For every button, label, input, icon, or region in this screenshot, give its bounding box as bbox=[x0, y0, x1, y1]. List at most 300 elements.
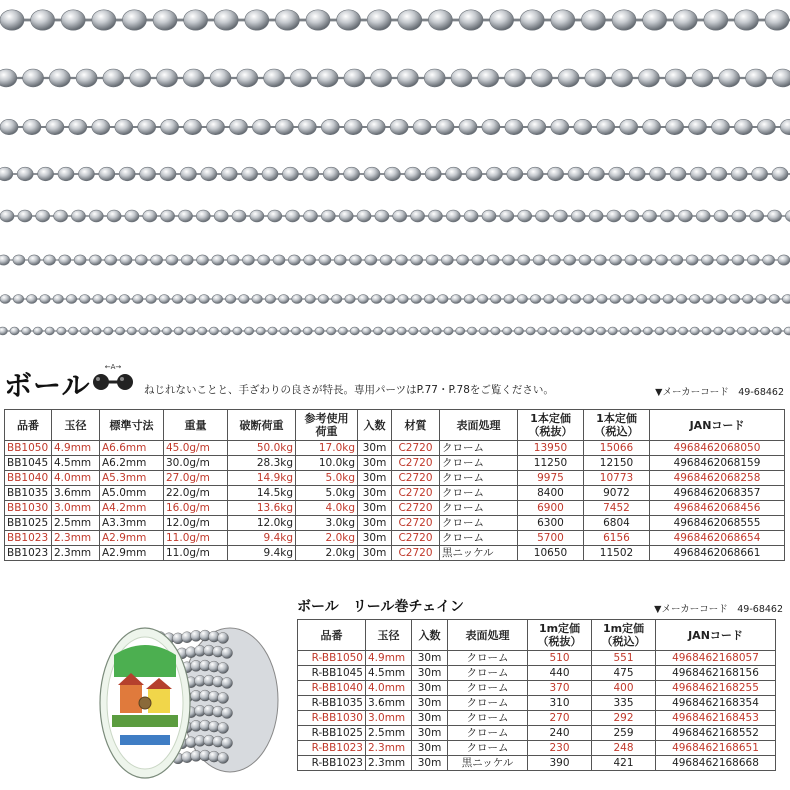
chain-ball bbox=[597, 119, 615, 134]
table-cell: 8400 bbox=[518, 486, 584, 501]
chain-ball bbox=[199, 295, 209, 304]
table-cell: 6156 bbox=[584, 531, 650, 546]
chain-ball bbox=[757, 119, 775, 134]
chain-ball bbox=[385, 327, 394, 335]
chain-ball bbox=[17, 167, 33, 181]
column-header: 品番 bbox=[5, 410, 52, 441]
chain-ball bbox=[411, 255, 423, 265]
chain-ball bbox=[526, 327, 535, 335]
chain-ball bbox=[643, 327, 652, 335]
chain-ball bbox=[544, 295, 554, 304]
table-cell: 390 bbox=[528, 756, 592, 771]
chain-ball bbox=[679, 327, 688, 335]
chain-ball bbox=[690, 295, 700, 304]
table-cell: 4968462068159 bbox=[650, 456, 785, 471]
chain-ball bbox=[273, 255, 285, 265]
table-cell: クローム bbox=[440, 516, 518, 531]
table-cell: R-BB1023 bbox=[298, 741, 366, 756]
table-cell: 13950 bbox=[518, 441, 584, 456]
chain-ball bbox=[390, 119, 408, 134]
chain-ball bbox=[725, 327, 734, 335]
chain-ball bbox=[119, 167, 135, 181]
table-cell: 9072 bbox=[584, 486, 650, 501]
chain-ball bbox=[127, 327, 136, 335]
table-cell: クローム bbox=[440, 471, 518, 486]
chain-ball bbox=[198, 327, 207, 335]
table-cell: 4968462068654 bbox=[650, 531, 785, 546]
chain-ball bbox=[345, 295, 355, 304]
table-row bbox=[298, 726, 776, 741]
table-cell: 30m bbox=[412, 651, 448, 666]
chain-ball bbox=[650, 295, 660, 304]
chain-ball bbox=[702, 327, 711, 335]
chain-ball bbox=[107, 210, 121, 222]
chain-ball bbox=[504, 295, 514, 304]
chain-ball bbox=[772, 167, 788, 181]
chain-ball bbox=[23, 119, 41, 134]
table-cell: BB1035 bbox=[5, 486, 52, 501]
chain-ball bbox=[588, 167, 604, 181]
chain-ball bbox=[620, 327, 629, 335]
table-cell: 黒ニッケル bbox=[448, 756, 528, 771]
chain-ball bbox=[765, 10, 789, 30]
chain-ball bbox=[159, 295, 169, 304]
chain-ball bbox=[690, 327, 699, 335]
table-cell: 551 bbox=[592, 651, 656, 666]
chain-ball bbox=[690, 167, 706, 181]
chain-ball bbox=[464, 295, 474, 304]
chain-ball bbox=[58, 167, 74, 181]
table-cell: 4968462068456 bbox=[650, 501, 785, 516]
chain-ball bbox=[151, 327, 160, 335]
chain-ball bbox=[438, 295, 448, 304]
table-row bbox=[5, 516, 785, 531]
table-cell: 11.0g/m bbox=[164, 546, 228, 561]
table-cell: A5.0mm bbox=[100, 486, 164, 501]
chain-ball bbox=[105, 255, 117, 265]
table-cell: 370 bbox=[528, 681, 592, 696]
chain-ball bbox=[457, 255, 469, 265]
chain-ball bbox=[749, 327, 758, 335]
chain-ball bbox=[441, 255, 453, 265]
chain-ball bbox=[212, 295, 222, 304]
chain-ball bbox=[151, 255, 163, 265]
chain-ball bbox=[54, 210, 68, 222]
chain-ball bbox=[0, 167, 13, 181]
table-cell: 3.0mm bbox=[52, 501, 100, 516]
chain-ball bbox=[732, 255, 744, 265]
chain-ball bbox=[120, 255, 132, 265]
table-cell: C2720 bbox=[392, 441, 440, 456]
chain-ball bbox=[78, 167, 94, 181]
table-cell: 10650 bbox=[518, 546, 584, 561]
table-cell: R-BB1030 bbox=[298, 711, 366, 726]
chain-ball bbox=[57, 327, 66, 335]
chain-ball bbox=[92, 10, 116, 30]
table-row bbox=[5, 486, 785, 501]
table-cell: 259 bbox=[592, 726, 656, 741]
chain-ball bbox=[119, 295, 129, 304]
table-cell: 400 bbox=[592, 681, 656, 696]
chain-ball bbox=[428, 10, 452, 30]
chain-ball bbox=[306, 10, 330, 30]
chain-ball bbox=[413, 119, 431, 134]
table-row bbox=[298, 681, 776, 696]
table-cell: 6900 bbox=[518, 501, 584, 516]
chain-ball bbox=[667, 327, 676, 335]
chain-ball bbox=[557, 295, 567, 304]
chain-ball bbox=[564, 255, 576, 265]
chain-ball bbox=[245, 10, 269, 30]
chain-ball bbox=[517, 295, 527, 304]
chain-row bbox=[0, 167, 790, 181]
chain-ball bbox=[574, 119, 592, 134]
table-cell: 13.6kg bbox=[228, 501, 296, 516]
table-cell: 270 bbox=[528, 711, 592, 726]
chain-ball bbox=[375, 210, 389, 222]
chain-row bbox=[0, 10, 790, 30]
chain-row bbox=[0, 119, 790, 134]
chain-ball bbox=[623, 295, 633, 304]
chain-ball bbox=[397, 69, 418, 87]
chain-ball bbox=[610, 295, 620, 304]
chain-ball bbox=[327, 327, 336, 335]
chain-ball bbox=[528, 119, 546, 134]
chain-ball bbox=[594, 255, 606, 265]
table-cell: 5.0kg bbox=[296, 486, 358, 501]
column-header: JANコード bbox=[650, 410, 785, 441]
chain-ball bbox=[61, 10, 85, 30]
chain-ball bbox=[750, 210, 764, 222]
chain-ball bbox=[280, 327, 289, 335]
chain-ball bbox=[23, 69, 44, 87]
table-cell: 2.0kg bbox=[296, 531, 358, 546]
diagram-label: ←A→ bbox=[104, 363, 122, 371]
chain-ball bbox=[610, 255, 622, 265]
table-row bbox=[298, 756, 776, 771]
chain-ball bbox=[425, 167, 441, 181]
chain-ball bbox=[716, 295, 726, 304]
chain-ball bbox=[536, 210, 550, 222]
table-row bbox=[5, 471, 785, 486]
table-cell: クローム bbox=[448, 651, 528, 666]
table-cell: BB1023 bbox=[5, 546, 52, 561]
chain-ball bbox=[89, 210, 103, 222]
chain-ball bbox=[125, 210, 139, 222]
chain-row bbox=[0, 69, 790, 87]
chain-ball bbox=[643, 10, 667, 30]
table-cell: BB1040 bbox=[5, 471, 52, 486]
chain-ball bbox=[643, 210, 657, 222]
chain-ball bbox=[729, 295, 739, 304]
chain-ball bbox=[737, 327, 746, 335]
chain-ball bbox=[629, 167, 645, 181]
table-cell: A6.6mm bbox=[100, 441, 164, 456]
chain-ball bbox=[768, 210, 782, 222]
chain-ball bbox=[256, 327, 265, 335]
reel-chain-ball bbox=[218, 662, 229, 673]
chain-ball bbox=[514, 327, 523, 335]
table-cell: 4.9mm bbox=[366, 651, 412, 666]
table-cell: 30m bbox=[412, 711, 448, 726]
chain-ball bbox=[0, 10, 24, 30]
chain-ball bbox=[40, 295, 50, 304]
table-cell: 4968462068258 bbox=[650, 471, 785, 486]
chain-ball bbox=[640, 255, 652, 265]
chain-ball bbox=[264, 69, 285, 87]
table-cell: 4968462168156 bbox=[656, 666, 776, 681]
chain-ball bbox=[0, 327, 7, 335]
chain-ball bbox=[31, 10, 55, 30]
chain-ball bbox=[548, 255, 560, 265]
chain-ball bbox=[315, 327, 324, 335]
chain-ball bbox=[533, 255, 545, 265]
chain-ball bbox=[732, 210, 746, 222]
chain-ball bbox=[785, 210, 790, 222]
column-header: 材質 bbox=[392, 410, 440, 441]
chain-ball bbox=[89, 255, 101, 265]
chain-ball bbox=[638, 69, 659, 87]
chain-ball bbox=[174, 327, 183, 335]
chain-ball bbox=[183, 69, 204, 87]
chain-ball bbox=[214, 10, 238, 30]
chain-ball bbox=[371, 295, 381, 304]
chain-ball bbox=[212, 255, 224, 265]
chain-ball bbox=[288, 255, 300, 265]
table-cell: 30m bbox=[358, 441, 392, 456]
chain-ball bbox=[344, 69, 365, 87]
chain-ball bbox=[221, 327, 230, 335]
table-cell: 4968462168668 bbox=[656, 756, 776, 771]
chain-ball bbox=[230, 119, 248, 134]
chain-ball bbox=[0, 119, 18, 134]
column-header: 玉径 bbox=[52, 410, 100, 441]
table-cell: クローム bbox=[448, 711, 528, 726]
table-cell: 335 bbox=[592, 696, 656, 711]
chain-ball bbox=[365, 255, 377, 265]
table-cell: 2.5mm bbox=[366, 726, 412, 741]
reel-chain-ball bbox=[222, 737, 233, 748]
chain-ball bbox=[782, 295, 790, 304]
table-cell: 30m bbox=[358, 516, 392, 531]
column-header: 入数 bbox=[358, 410, 392, 441]
chain-ball bbox=[581, 10, 605, 30]
table-cell: 30.0g/m bbox=[164, 456, 228, 471]
table-cell: C2720 bbox=[392, 516, 440, 531]
chain-ball bbox=[197, 255, 209, 265]
table-cell: A5.3mm bbox=[100, 471, 164, 486]
table-cell: 30m bbox=[358, 531, 392, 546]
section2-header bbox=[297, 596, 783, 616]
table-cell: 7452 bbox=[584, 501, 650, 516]
chain-ball bbox=[424, 69, 445, 87]
column-header: 1m定価 （税込） bbox=[592, 620, 656, 651]
chain-ball bbox=[609, 167, 625, 181]
table-row bbox=[298, 651, 776, 666]
table-cell: 30m bbox=[358, 486, 392, 501]
chain-ball bbox=[714, 327, 723, 335]
table-cell: クローム bbox=[448, 681, 528, 696]
reel-chain-ball bbox=[222, 677, 233, 688]
table-cell: 10.0kg bbox=[296, 456, 358, 471]
chain-ball bbox=[420, 327, 429, 335]
chain-ball bbox=[225, 295, 235, 304]
chain-ball bbox=[367, 119, 385, 134]
chain-ball bbox=[503, 255, 515, 265]
chain-ball bbox=[479, 327, 488, 335]
table-cell: 4968462168354 bbox=[656, 696, 776, 711]
chain-ball bbox=[338, 327, 347, 335]
chain-ball bbox=[13, 255, 25, 265]
chain-ball bbox=[367, 10, 391, 30]
table-cell: 30m bbox=[412, 666, 448, 681]
table-row bbox=[298, 741, 776, 756]
chain-ball bbox=[334, 255, 346, 265]
section1-header bbox=[4, 362, 790, 402]
table-cell: クローム bbox=[440, 441, 518, 456]
chain-ball bbox=[678, 210, 692, 222]
chain-ball bbox=[292, 295, 302, 304]
table-cell: 3.6mm bbox=[52, 486, 100, 501]
chain-ball bbox=[233, 327, 242, 335]
table-cell: 510 bbox=[528, 651, 592, 666]
chain-ball bbox=[426, 255, 438, 265]
table-cell: R-BB1023 bbox=[298, 756, 366, 771]
table-cell: 30m bbox=[412, 696, 448, 711]
chain-ball bbox=[612, 10, 636, 30]
ball-chain-image bbox=[0, 0, 790, 350]
table-cell: A6.2mm bbox=[100, 456, 164, 471]
chain-ball bbox=[323, 167, 339, 181]
chain-ball bbox=[265, 295, 275, 304]
table-cell: 3.0kg bbox=[296, 516, 358, 531]
chain-ball bbox=[409, 327, 418, 335]
chain-ball bbox=[36, 210, 50, 222]
ball-chain-spec-table bbox=[4, 409, 785, 561]
chain-ball bbox=[752, 167, 768, 181]
chain-ball bbox=[318, 295, 328, 304]
ball-dimension-diagram-icon bbox=[89, 362, 139, 396]
table-cell: 4968462168255 bbox=[656, 681, 776, 696]
table-cell: 12.0g/m bbox=[164, 516, 228, 531]
chain-ball bbox=[80, 295, 90, 304]
chain-ball bbox=[172, 295, 182, 304]
chain-ball bbox=[319, 255, 331, 265]
chain-ball bbox=[548, 167, 564, 181]
chain-ball bbox=[357, 210, 371, 222]
chain-ball bbox=[186, 327, 195, 335]
chain-ball bbox=[459, 119, 477, 134]
section2-title: ボール リール巻チェイン bbox=[297, 599, 465, 615]
chain-ball bbox=[531, 69, 552, 87]
chain-ball bbox=[130, 69, 151, 87]
chain-ball bbox=[227, 255, 239, 265]
table-cell: 440 bbox=[528, 666, 592, 681]
chain-ball bbox=[38, 167, 54, 181]
chain-ball bbox=[106, 295, 116, 304]
chain-ball bbox=[500, 210, 514, 222]
column-header: 1本定価 （税込） bbox=[584, 410, 650, 441]
chain-ball bbox=[0, 255, 10, 265]
chain-ball bbox=[673, 10, 697, 30]
chain-ball bbox=[395, 255, 407, 265]
chain-ball bbox=[179, 210, 193, 222]
table-cell: 4.0kg bbox=[296, 501, 358, 516]
table-cell: クローム bbox=[440, 486, 518, 501]
chain-ball bbox=[579, 255, 591, 265]
table-cell: クローム bbox=[448, 696, 528, 711]
column-header: JANコード bbox=[656, 620, 776, 651]
chain-ball bbox=[69, 119, 87, 134]
table-cell: 4968462168057 bbox=[656, 651, 776, 666]
chain-ball bbox=[397, 327, 406, 335]
chain-ball bbox=[711, 167, 727, 181]
chain-ball bbox=[585, 327, 594, 335]
chain-ball bbox=[122, 10, 146, 30]
column-header: 玉径 bbox=[366, 620, 412, 651]
chain-ball bbox=[477, 295, 487, 304]
chain-ball bbox=[242, 255, 254, 265]
table-cell: 3.0mm bbox=[366, 711, 412, 726]
chain-ball bbox=[304, 210, 318, 222]
table-cell: 4968462068357 bbox=[650, 486, 785, 501]
chain-ball bbox=[655, 327, 664, 335]
chain-ball bbox=[428, 210, 442, 222]
chain-ball bbox=[221, 167, 237, 181]
chain-ball bbox=[242, 167, 258, 181]
chain-ball bbox=[76, 69, 97, 87]
chain-ball bbox=[237, 69, 258, 87]
chain-ball bbox=[607, 210, 621, 222]
chain-ball bbox=[209, 327, 218, 335]
table-cell: 10773 bbox=[584, 471, 650, 486]
table-cell: クローム bbox=[440, 531, 518, 546]
chain-ball bbox=[0, 295, 10, 304]
table-row bbox=[298, 711, 776, 726]
chain-ball bbox=[104, 327, 113, 335]
chain-ball bbox=[92, 327, 101, 335]
chain-ball bbox=[620, 119, 638, 134]
chain-ball bbox=[451, 69, 472, 87]
table-cell: 5.0kg bbox=[296, 471, 358, 486]
table-cell: 22.0g/m bbox=[164, 486, 228, 501]
chain-ball bbox=[518, 210, 532, 222]
chain-ball bbox=[686, 255, 698, 265]
table-cell: 15066 bbox=[584, 441, 650, 456]
table-cell: 248 bbox=[592, 741, 656, 756]
table-cell: 9.4kg bbox=[228, 531, 296, 546]
table-cell: 5700 bbox=[518, 531, 584, 546]
chain-ball bbox=[184, 119, 202, 134]
chain-ball bbox=[282, 167, 298, 181]
maker-code: ▼メーカーコード 49-68462 bbox=[655, 387, 784, 398]
chain-ball bbox=[459, 10, 483, 30]
chain-ball bbox=[74, 255, 86, 265]
chain-row bbox=[0, 255, 790, 265]
chain-ball bbox=[180, 167, 196, 181]
table-cell: 黒ニッケル bbox=[440, 546, 518, 561]
chain-ball bbox=[321, 119, 339, 134]
chain-ball bbox=[279, 295, 289, 304]
chain-ball bbox=[769, 295, 779, 304]
chain-ball bbox=[612, 69, 633, 87]
chain-ball bbox=[550, 327, 559, 335]
chain-ball bbox=[374, 327, 383, 335]
table-cell: 30m bbox=[412, 681, 448, 696]
table-row bbox=[5, 546, 785, 561]
chain-ball bbox=[157, 69, 178, 87]
column-header: 表面処理 bbox=[440, 410, 518, 441]
